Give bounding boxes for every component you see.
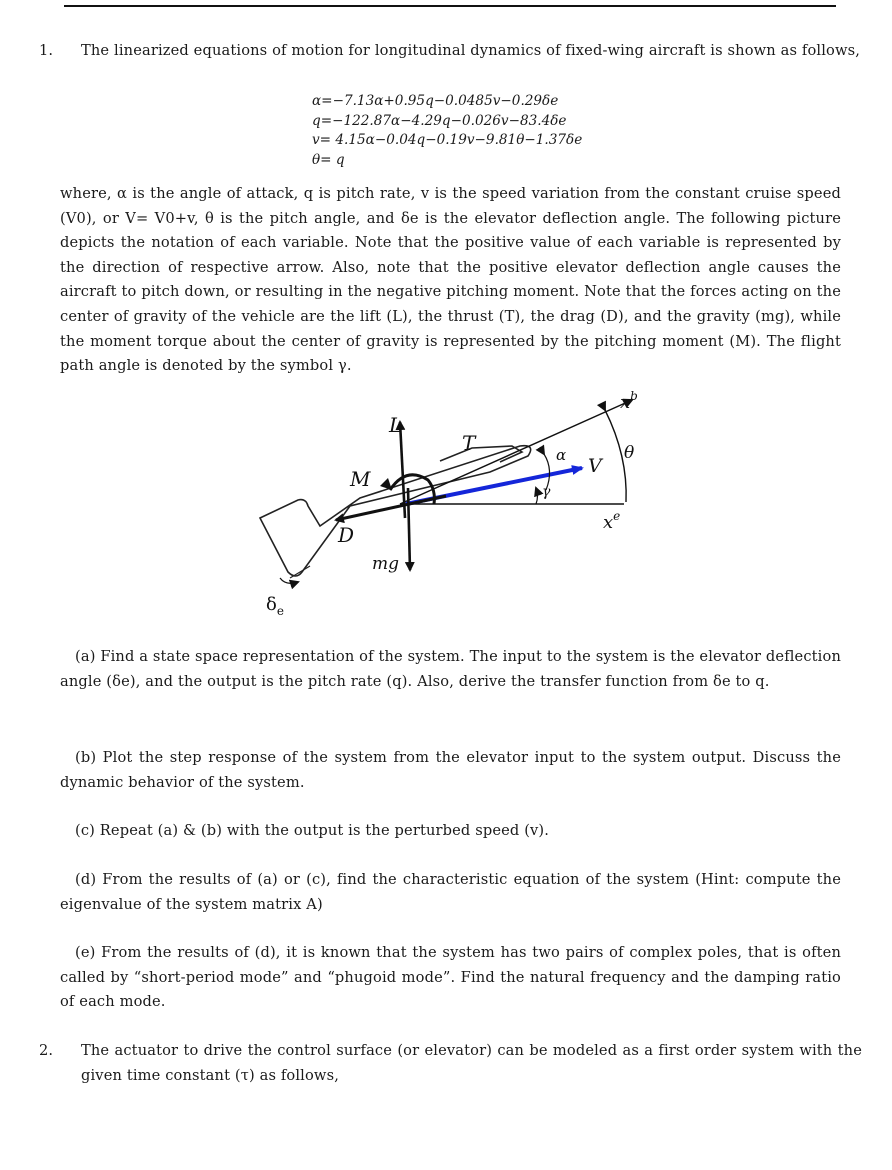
part-b: (b) Plot the step response of the system from the elevator input to the system output. Discuss the dynamic behavior of the system. [60,749,841,791]
aircraft-diagram [240,386,670,616]
problem-2 [39,1039,862,1088]
equation-alpha-dot: α=−7.13α+0.95q−0.0485v−0.29δe [312,93,559,109]
problem-2-text: The actuator to drive the control surface (or elevator) can be modeled as a first order system with the given time constant (τ) as follows, [81,1042,862,1084]
label-body-axis: $x^b$ [620,389,638,413]
problem-1-intro [39,39,862,64]
theta-arc [605,410,626,502]
label-gravity: mg [372,554,400,574]
body-axis [400,400,635,504]
part-d: (d) From the results of (a) or (c), find the characteristic equation of the system (Hint: compute the eigenvalue of the system matrix A) [60,871,841,913]
part-c: (c) Repeat (a) & (b) with the output is the perturbed speed (v). [75,822,550,839]
equation-q-dot: q=−122.87α−4.29q−0.026v−83.4δe [312,112,567,129]
problem-2-number: 2. [39,1042,54,1059]
drag-arrow [336,496,446,520]
label-drag: D [338,523,355,547]
problem-1-explanation: where, α is the angle of attack, q is pitch rate, v is the speed variation from the constant cruise speed (V0), or V= V0+v, θ is the pitch angle, and δe is the elevator deflection angle. The following picture depicts the notation of each variable. Note that the positive value of each variable is represented by the direction of respective arrow. Also, note that the positive elevator deflection angle causes the aircraft to pitch down, or resulting in the negative pitching moment. Note that the forces acting on the center of gravity of the vehicle are the lift (L), the thrust (T), the drag (D), and the gravity (mg), while the moment torque about the center of gravity is represented by the pitching moment (M). The flight path angle is denoted by the symbol γ. [60,185,841,375]
equation-v-dot: v= 4.15α−0.04q−0.19v−9.81θ−1.37δe [312,132,583,148]
label-earth-axis: $x^e$ [603,509,621,533]
part-e: (e) From the results of (d), it is known that the system has two pairs of complex poles, that is often called by “short-period mode” and “phugoid mode”. Find the natural frequency and the damping ratio of each mode. [60,944,841,1011]
label-alpha: α [556,446,567,464]
problem-1-number: 1. [39,42,54,59]
label-lift: L [389,413,403,437]
elevator-arrow [280,578,298,583]
equations-of-motion [312,92,582,170]
label-gamma: γ [542,484,551,500]
gamma-arc [536,488,538,504]
label-theta: θ [624,443,635,463]
problem-1-intro-text: The linearized equations of motion for longitudinal dynamics of fixed-wing aircraft is shown as follows, [81,42,861,59]
label-thrust: T [462,431,476,455]
label-moment: M [350,467,371,491]
label-velocity: V [588,455,602,477]
top-rule [64,5,836,7]
equation-theta-dot: θ= q [312,151,345,168]
part-a: (a) Find a state space representation of the system. The input to the system is the elevator deflection angle (δe), and the output is the pitch rate (q). Also, derive the transfer function from δe to q. [60,648,841,690]
label-elevator: $\delta_e$ [266,594,284,616]
